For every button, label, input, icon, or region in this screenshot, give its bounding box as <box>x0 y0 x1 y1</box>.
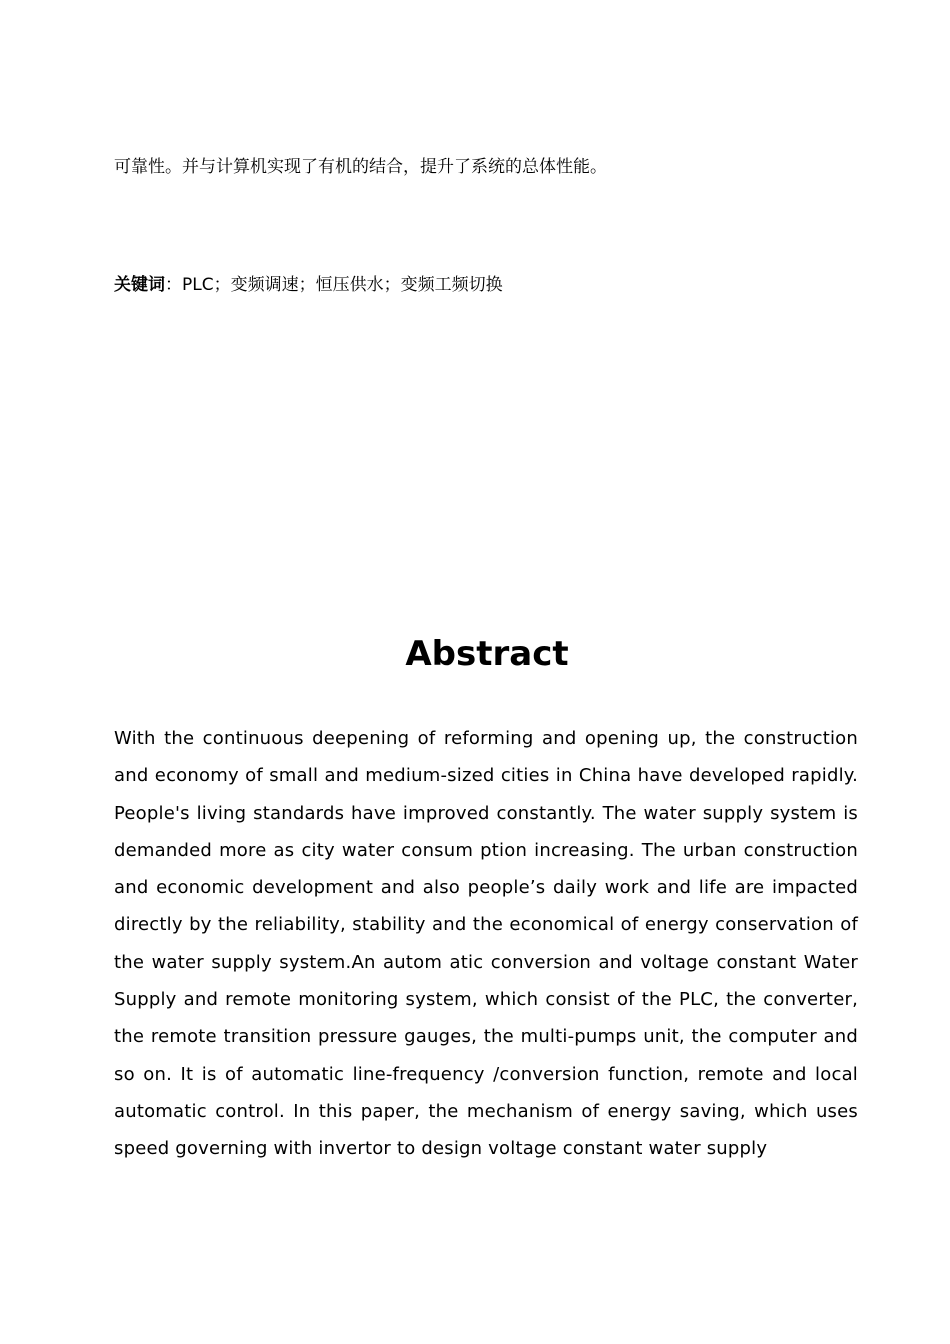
keywords-label: 关键词 <box>114 275 165 295</box>
abstract-body: With the continuous deepening of reforming and opening up, the construction and economy of small and medium-sized cities in China have developed rapidly. People's living standards have improved constantly. The water supply system is demanded more as city water consum ption increasing. The urban construction and economic development and also people’s daily work and life are impacted directly by the reliability, stability and the economical of energy conservation of the water supply system.An autom atic conversion and voltage constant Water Supply and remote monitoring system, which consist of the PLC, the converter, the remote transition pressure gauges, the multi-pumps unit, the computer and so on. It is of automatic line-frequency /conversion function, remote and local automatic control. In this paper, the mechanism of energy saving, which uses speed governing with invertor to design voltage constant water supply <box>114 728 858 1160</box>
chinese-abstract-continuation: 可靠性。并与计算机实现了有机的结合，提升了系统的总体性能。 <box>114 157 607 177</box>
keywords-value: PLC；变频调速；恒压供水；变频工频切换 <box>182 275 503 295</box>
abstract-title: Abstract <box>405 634 569 674</box>
keywords-separator: ： <box>165 275 182 295</box>
keywords-line <box>114 273 503 297</box>
